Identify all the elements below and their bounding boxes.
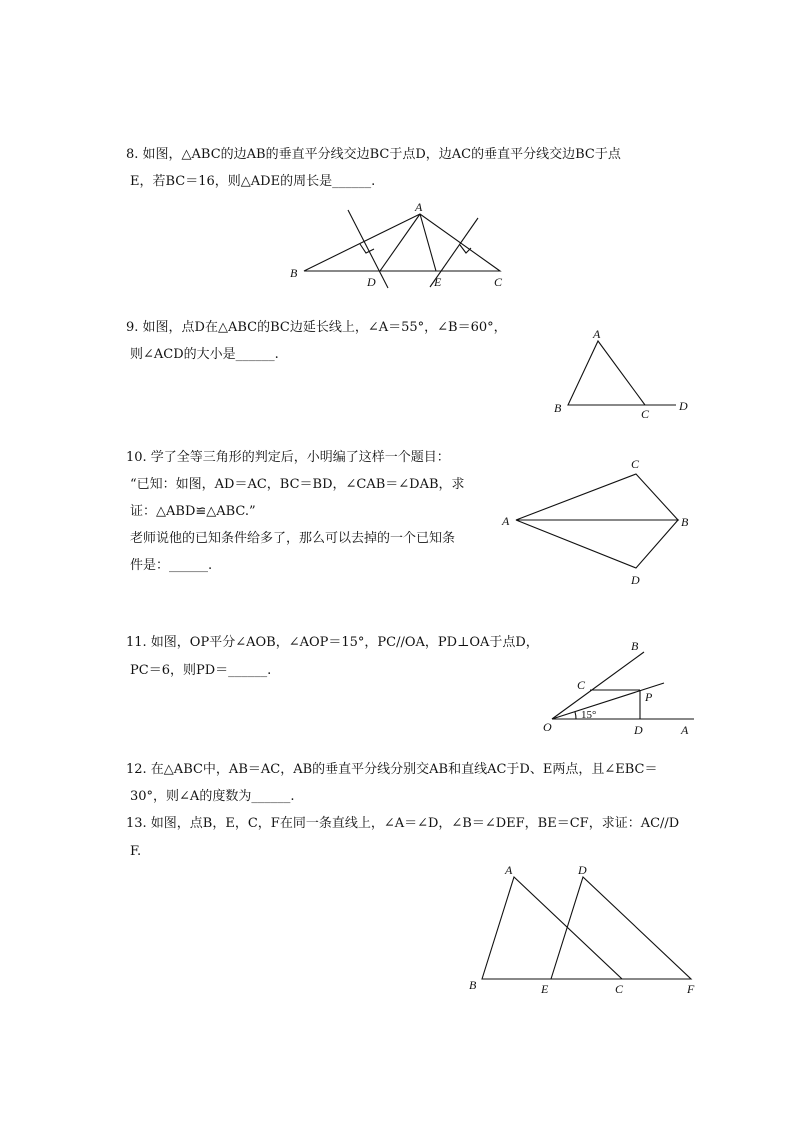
q10-label-A: A xyxy=(502,514,510,528)
q11-label-C: C xyxy=(577,678,586,692)
q13-text-line1: 13. 如图，点B，E，C，F在同一条直线上，∠A＝∠D，∠B＝∠DEF，BE＝CF，求证：AC//D xyxy=(126,816,680,831)
q11-label-A: A xyxy=(681,723,689,737)
q11-text-line1: 11. 如图，OP平分∠AOB，∠AOP＝15°，PC//OA，PD⊥OA于点D， xyxy=(126,635,539,650)
q11-label-P: P xyxy=(645,690,653,704)
q10-text-line4: 老师说他的已知条件给多了，那么可以去掉的一个已知条 xyxy=(130,531,456,546)
q10-label-D: D xyxy=(631,573,640,587)
q8-label-C: C xyxy=(494,275,503,289)
q11-label-B: B xyxy=(631,639,639,653)
q11-label-O: O xyxy=(543,720,552,734)
q10-text-line2: “已知：如图，AD＝AC，BC＝BD，∠CAB＝∠DAB，求 xyxy=(130,477,465,492)
q9-label-B: B xyxy=(554,401,562,415)
q10-text-line3: 证：△ABD≌△ABC.” xyxy=(130,504,256,519)
q13-label-B: B xyxy=(469,978,477,992)
q9-label-D: D xyxy=(679,399,688,413)
q8-label-D: D xyxy=(367,275,376,289)
q13-label-F: F xyxy=(687,982,695,996)
q13-text-line2: F. xyxy=(130,844,142,859)
q9-text-line2: 则∠ACD的大小是______. xyxy=(130,347,279,362)
q11-label-D: D xyxy=(634,723,643,737)
q10-label-C: C xyxy=(631,457,640,471)
q10-text-line1: 10. 学了全等三角形的判定后，小明编了这样一个题目： xyxy=(126,450,450,465)
q11-angle-label: 15° xyxy=(581,709,597,721)
q11-text-line2: PC＝6，则PD＝______. xyxy=(130,663,272,678)
q12-text-line1: 12. 在△ABC中，AB＝AC，AB的垂直平分线分别交AB和直线AC于D、E两点，且∠EBC＝ xyxy=(126,762,658,777)
q8-label-A: A xyxy=(415,200,423,214)
q9-text-line1: 9. 如图，点D在△ABC的BC边延长线上，∠A＝55°，∠B＝60°， xyxy=(126,320,507,335)
q13-label-C: C xyxy=(615,982,624,996)
q8-label-B: B xyxy=(290,266,298,280)
q8-text-line2: E，若BC＝16，则△ADE的周长是______. xyxy=(130,174,376,189)
q9-label-C: C xyxy=(641,407,650,421)
q8-label-E: E xyxy=(434,275,442,289)
q10-label-B: B xyxy=(681,515,689,529)
q12-text-line2: 30°，则∠A的度数为______. xyxy=(130,789,295,804)
q10-text-line5: 件是：______. xyxy=(130,558,213,573)
q8-text-line1: 8. 如图，△ABC的边AB的垂直平分线交边BC于点D，边AC的垂直平分线交边BC于点 xyxy=(126,147,621,162)
q13-label-E: E xyxy=(541,982,549,996)
q13-label-D: D xyxy=(578,863,587,877)
q9-label-A: A xyxy=(593,327,601,341)
q13-label-A: A xyxy=(505,863,513,877)
